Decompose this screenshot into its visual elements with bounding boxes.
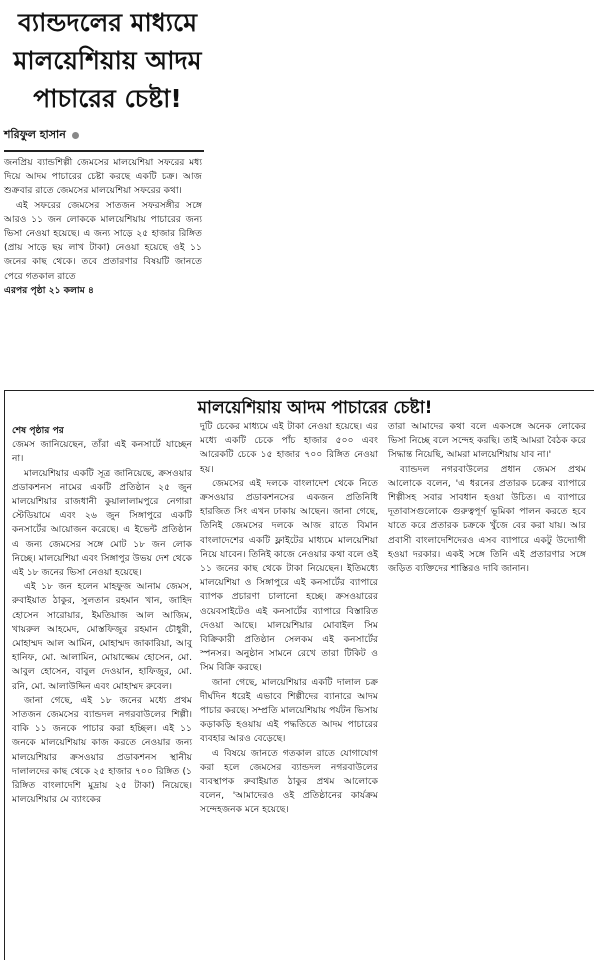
continued-label: শেষ পৃষ্ঠার পর xyxy=(12,425,64,436)
jump-line: এরপর পৃষ্ঠা ২১ কলাম ৪ xyxy=(4,284,94,296)
paragraph: এ বিষয়ে জানতে গতকাল রাতে যোগাযোগ করা হলে জেমসের ব্যান্ডদল নগরবাউলের ব্যবস্থাপক রুবাইয়াত ঠাকুর প্রথম আলোকে বলেন, 'আমাদেরও ওই প্রতিষ্ঠানের কার্যক্রম সন্দেহজনক মনে হয়েছে। xyxy=(200,747,378,816)
byline xyxy=(4,126,79,145)
paragraph: জনপ্রিয় ব্যান্ডশিল্পী জেমসের মালয়েশিয়া সফরের মধ্য দিয়ে আদম পাচারের চেষ্টা করছে একটি চক্র। আজ শুক্রবার রাতে জেমসের মালয়েশিয়া সফরের কথা। xyxy=(4,157,202,197)
paragraph: জানা গেছে, মালয়েশিয়ার একটি দালাল চক্র দীর্ঘদিন ধরেই এভাবে শিল্পীদের ব্যানারে আদম পাচার করছে। সম্প্রতি মালয়েশিয়ায় পর্যটন ভিসায় কড়াকড়ি হওয়ায় এই পদ্ধতিতে আদম পাচারের ব্যবহার আরও বেড়েছে। xyxy=(200,676,378,745)
paragraph: জেমসের এই দলকে বাংলাদেশ থেকে নিতে ক্রসওয়ার প্রডাকশনসের একজন প্রতিনিধি হারজিত সিং এখন ঢাকায় আছেন। জানা গেছে, তিনিই জেমসের দলকে আজ রাতে বিমান বাংলাদেশের একটি ফ্লাইটের মাধ্যমে মালয়েশিয়া নিয়ে যাবেন। তিনিই কাজে নেওয়ার কথা বলে ওই ১১ জনের কাছ থেকে টাকা নিয়েছেন। ইতিমধ্যে মালয়েশিয়া ও সিঙ্গাপুরে এই কনসার্টের ব্যাপারে ব্যাপক প্রচারণা চালানো হচ্ছে। ক্রসওয়ারের ওয়েবসাইটেও এই কনসার্টের ব্যাপারে বিস্তারিত দেওয়া আছে। মালয়েশিয়ার মোবাইল সিম বিক্রিকারী প্রতিষ্ঠান সেলকম এই কনসার্টের স্পনসর। অনুষ্ঠান সামনে রেখে তারা টিকিট ও সিম বিক্রি করছে। xyxy=(200,477,378,674)
top-story-body xyxy=(4,156,202,298)
paragraph: জানা গেছে, এই ১৮ জনের মধ্যে প্রথম সাতজন জেমসের ব্যান্ডদল নগরবাউলের শিল্পী। বাকি ১১ জনকে পাচার করা হচ্ছিল। এই ১১ জনকে মালয়েশিয়ায় কাজ করতে নেওয়ার জন্য মালয়েশিয়ার ক্রসওয়ার প্রডাকশনস স্থানীয় দালালদের কাছ থেকে ২৫ হাজার ৭০০ রিঙ্গিত (১ রিঙ্গিত বাংলাদেশি মুদ্রায় ২৫ টাকা) নিয়েছে। মালয়েশিয়ার মে ব্যাংকের xyxy=(12,694,192,806)
paragraph: দুটি চেকের মাধ্যমে এই টাকা নেওয়া হয়েছে। এর মধ্যে একটি চেকে পাঁচ হাজার ৫০০ এবং আরেকটি চেকে ১৫ হাজার ৭০০ রিঙ্গিত নেওয়া হয়। xyxy=(200,421,378,475)
divider xyxy=(4,150,204,152)
box-left-rule xyxy=(4,390,5,960)
paragraph: এই সফরের জেমসের সাতজন সফরসঙ্গীর সঙ্গে আরও ১১ জন লোককে মালয়েশিয়ায় পাচারের জন্য ভিসা নেওয়া হয়েছে। এ জন্য সাড়ে ২৫ হাজার রিঙ্গিত (প্রায় সাড়ে ছয় লাখ টাকা) নেওয়া হয়েছে ওই ১১ জনের কাছ থেকে। তবে প্রতারণার বিষয়টি জানতে পেরে গতকাল রাতে xyxy=(4,199,202,282)
byline-author: শরিফুল হাসান xyxy=(4,128,66,141)
continuation-column-2 xyxy=(200,420,378,818)
continuation-column-3 xyxy=(388,420,586,576)
bullet-icon xyxy=(72,132,79,139)
headline-line-3: পাচারের চেষ্টা! xyxy=(33,84,182,113)
paragraph: জেমস জানিয়েছেন, তাঁরা এই কনসার্টে যাচ্ছেন না। xyxy=(12,439,192,465)
continuation-column-1 xyxy=(12,424,192,807)
box-top-rule xyxy=(4,390,594,391)
paragraph: তারা আমাদের কথা বলে একসঙ্গে অনেক লোকের ভিসা নিচ্ছে বলে সন্দেহ করছি। তাই আমরা বৈঠক করে সিদ্ধান্ত নিয়েছি, আমরা মালয়েশিয়ায় যাব না।' xyxy=(388,421,586,461)
continuation-headline: মালয়েশিয়ায় আদম পাচারের চেষ্টা! xyxy=(197,398,433,418)
headline-line-1: ব্যান্ডদলের মাধ্যমে xyxy=(18,8,197,37)
headline-line-2: মালয়েশিয়ায় আদম xyxy=(13,46,202,75)
paragraph: মালয়েশিয়ার একটি সূত্র জানিয়েছে, ক্রসওয়ার প্রডাকশনস নামের একটি প্রতিষ্ঠান ২৫ জুন মালয়েশিয়ার রাজধানী কুয়ালালামপুরে নেগারা স্টেডিয়ামে এবং ২৬ জুন সিঙ্গাপুরে একটি কনসার্টের আয়োজন করেছে। এ ইভেন্ট প্রতিষ্ঠান এ জন্য জেমসের সঙ্গে মোট ১৮ জন লোক নিচ্ছে। মালয়েশিয়া এবং সিঙ্গাপুর উভয় দেশ থেকে এই ১৮ জনের ভিসা নেওয়া হয়েছে। xyxy=(12,467,192,579)
paragraph: ব্যান্ডদল নগরবাউলের প্রধান জেমস প্রথম আলোকে বলেন, 'এ ধরনের প্রতারক চক্রের ব্যাপারে শিল্পীসহ সবার সাবধান হওয়া উচিত। এ ব্যাপারে দূতাবাসগুলোকে গুরুত্বপূর্ণ ভূমিকা পালন করতে হবে যাতে করে প্রতারক চক্রকে খুঁজে বের করা যায়। আর প্রবাসী বাংলাদেশিদেরও এসব ব্যাপারে একটু উদ্যোগী হওয়া দরকার। একই সঙ্গে তিনি এই প্রতারণার সঙ্গে জড়িত ব্যক্তিদের শাস্তিরও দাবি জানান। xyxy=(388,463,586,575)
paragraph: এই ১৮ জন হলেন মাহফুজ আনাম জেমস, রুবাইয়াত ঠাকুর, সুলতান রহমান খান, জাহিদ হোসেন সারোয়ার, ইমতিয়াজ আল আজিম, খায়রুল আহমেদ, মোস্তফিজুর রহমান চৌধুরী, মোহাম্মদ আল আমিন, মোহাম্মদ জাকারিয়া, আবু হানিফ, মো. আলামিন, মোয়াজ্জেম হোসেন, মো. আবুল হোসেন, বাবুল দেওয়ান, হাফিজুর, মো. রনি, মো. আলাউদ্দিন এবং মোহাম্মদ রুবেল। xyxy=(12,581,192,692)
